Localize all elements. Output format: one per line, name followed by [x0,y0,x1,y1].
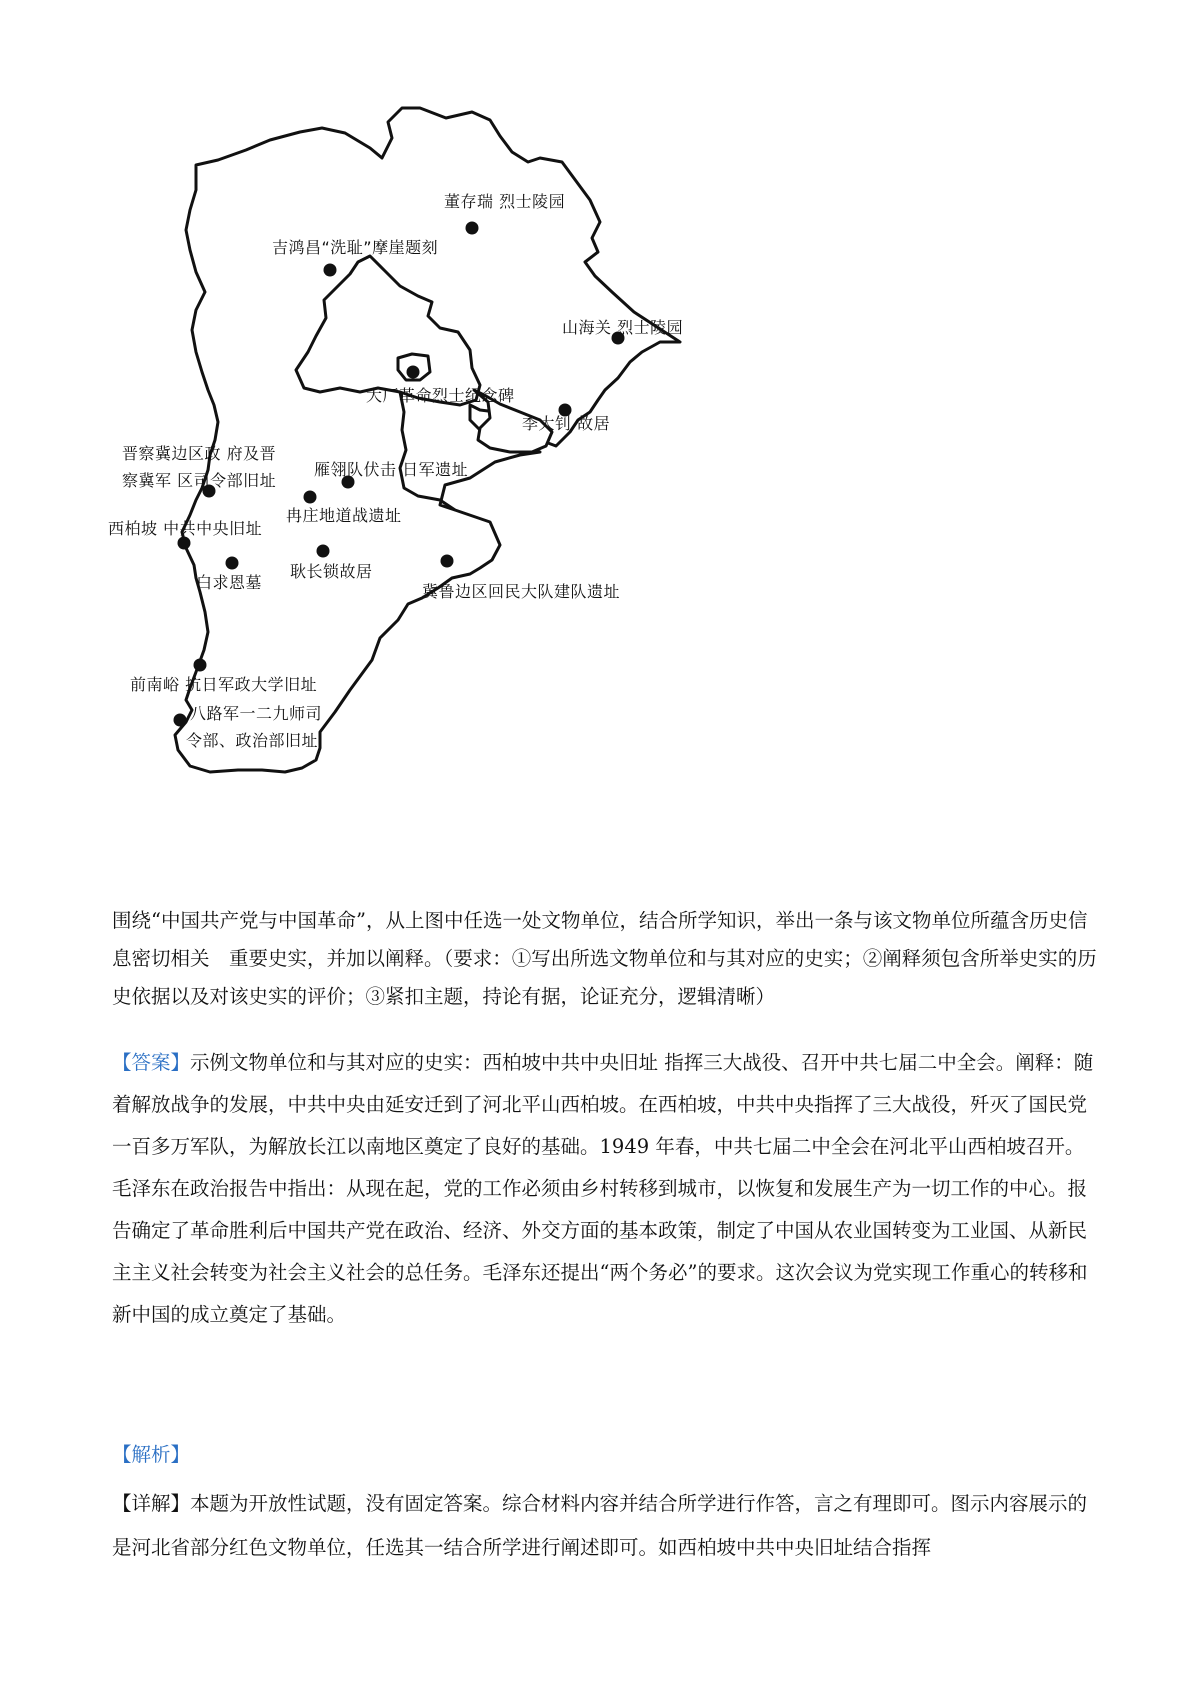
analysis-section [112,1440,1102,1470]
site-dot-qiannanyu [194,659,207,672]
analysis-heading [112,1440,1102,1470]
site-label: 八路军一二九师司 [190,704,323,723]
answer-body: 示例文物单位和与其对应的史实：西柏坡中共中央旧址 指挥三大战役、召开中共七届二中全会。阐释：随着解放战争的发展，中共中央由延安迁到了河北平山西柏坡。在西柏坡，中共中央指挥了三大战役，歼灭了国民党一百多万军队，为解放长江以南地区奠定了良好的基础。1949 年春，中共七届二中全会在河北平山西柏坡召开。毛泽东在政治报告中指出：从现在起，党的工作必须由乡村转移到城市，以恢复和发展生产为一切工作的中心。报告确定了革命胜利后中国共产党在政治、经济、外交方面的基本政策，制定了中国从农业国转变为工业国、从新民主主义社会转变为社会主义社会的总任务。毛泽东还提出“两个务必”的要求。这次会议为党实现工作重心的转移和新中国的成立奠定了基础。 [112,1051,1094,1326]
site-dot-gengchangsuo [317,545,330,558]
detail-tag: 【详解】 [112,1492,191,1515]
inner-boundary [400,392,455,510]
site-label: 西柏坡 中共中央旧址 [108,519,263,538]
site-dot-dongcunrui [466,222,479,235]
site-label: 晋察冀边区政 府及晋 [122,444,277,463]
site-label: 冉庄地道战遗址 [286,506,402,525]
answer-paragraph [112,1042,1102,1336]
site-label: 吉鸿昌“洗耻”摩崖题刻 [272,238,439,257]
analysis-tag: 【解析】 [112,1443,191,1466]
site-label: 董存瑞 烈士陵园 [444,192,566,211]
question-paragraph: 围绕“中国共产党与中国革命”，从上图中任选一处文物单位，结合所学知识，举出一条与该文物单位所蕴含历史信息密切相关 重要史实，并加以阐释。（要求：①写出所选文物单位和与其对应的史实；②阐释须包含所举史实的历史依据以及对该史实的评价；③紧扣主题，持论有据，论证充分，逻辑清晰） [112,909,1097,1008]
site-label: 冀鲁边区回民大队建队遗址 [422,582,621,601]
site-dot-bethune [226,557,239,570]
site-dot-baluojun [174,714,187,727]
site-label: 察冀军 区司令部旧址 [122,471,277,490]
site-label: 前南峪 抗日军政大学旧址 [130,675,318,694]
site-label: 白求恩墓 [196,573,263,592]
site-dot-jihongchang [324,264,337,277]
site-dot-jilubian [441,555,454,568]
site-dot-dachang [407,366,420,379]
site-label: 大厂革命烈士纪念碑 [366,386,515,405]
answer-tag: 【答案】 [112,1051,191,1074]
site-label: 李大钊 故居 [522,414,611,433]
detail-paragraph [112,1482,1102,1570]
site-dot-ranzhuang [304,491,317,504]
site-label: 雁翎队伏击 日军遗址 [314,460,469,479]
detail-section [112,1482,1102,1570]
site-label: 令部、政治部旧址 [186,731,319,750]
detail-body: 本题为开放性试题，没有固定答案。综合材料内容并结合所学进行作答，言之有理即可。图示内容展示的是河北省部分红色文物单位，任选其一结合所学进行阐述即可。如西柏坡中共中央旧址结合指挥 [112,1492,1088,1559]
site-label: 山海关 烈士陵园 [562,318,684,337]
hebei-boundary [175,108,680,772]
beijing-boundary [296,256,480,405]
answer-section [112,1042,1102,1336]
question-text [112,902,1102,1016]
site-label: 耿长锁故居 [290,562,373,581]
